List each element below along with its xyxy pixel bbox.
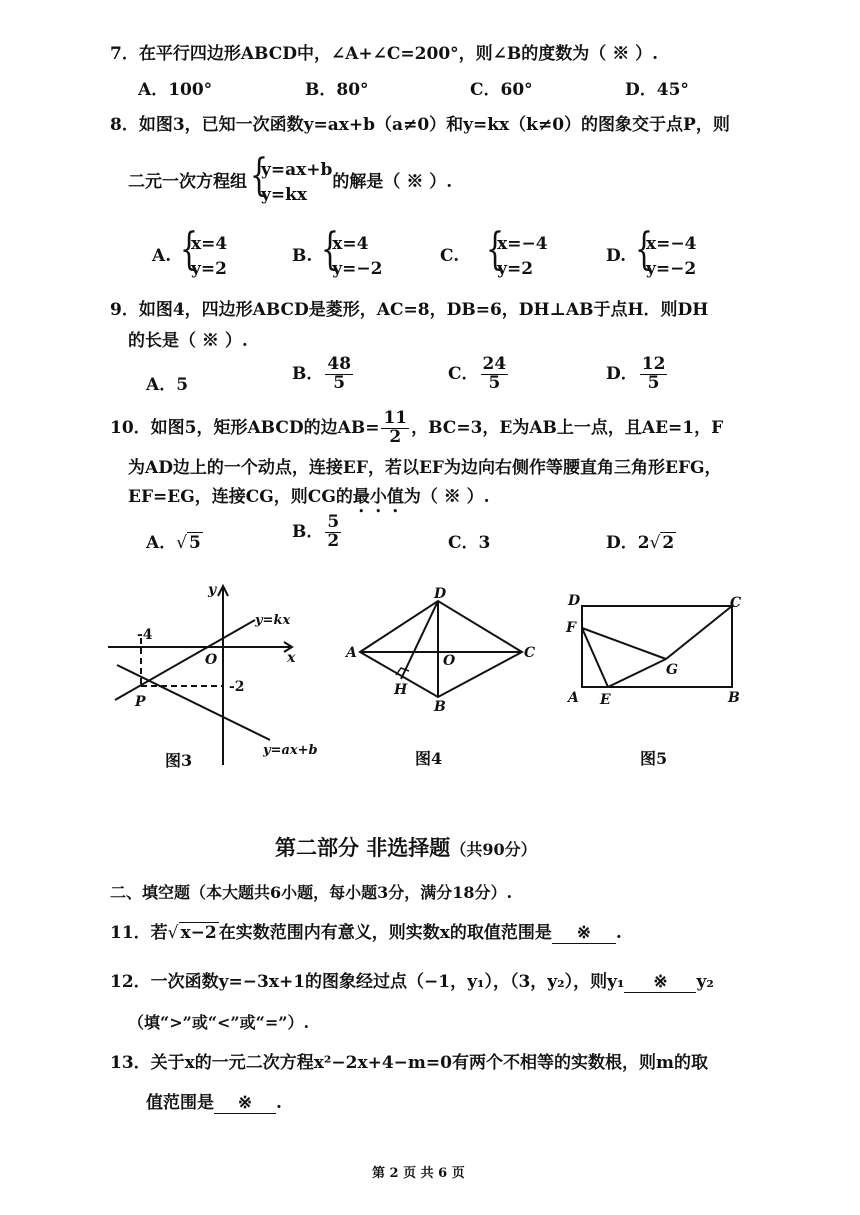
q8-stem-post: 的解是（ ※ ）.: [332, 172, 453, 193]
q10-option-d-label: D．2: [606, 533, 650, 553]
page-footer: 第 2 页 共 6 页: [372, 1166, 465, 1181]
q13-line2: [146, 1093, 282, 1114]
q9-stem-line2: 的长是（ ※ ）.: [128, 331, 248, 351]
q9-option-c-denominator: 5: [488, 372, 501, 393]
fig3-label-o: O: [205, 652, 218, 668]
figure-3-caption: 图3: [165, 751, 193, 770]
q8-option-a-x: { x=4: [191, 234, 228, 254]
fig4-label-o: O: [443, 653, 456, 669]
q13-pre: 值范围是: [146, 1093, 214, 1113]
q8-option-b-label: B.: [292, 246, 313, 267]
fig3-label-p: P: [135, 694, 146, 710]
fig4-rhombus: [360, 601, 522, 697]
section2-heading: 二、填空题（本大题共6小题，每小题3分，满分18分）.: [110, 883, 513, 902]
fig4-label-a: A: [346, 645, 357, 661]
q8-stem-line1: 8．如图3，已知一次函数y=ax+b（a≠0）和y=kx（k≠0）的图象交于点P，则: [110, 115, 730, 135]
q7-option-d: D．45°: [625, 80, 689, 100]
q7-option-c: C．60°: [470, 80, 533, 100]
q10-option-b: [292, 514, 343, 551]
q9-option-b-label: B．: [292, 363, 324, 384]
fig3-label-minus2: -2: [229, 679, 245, 695]
q10-option-d-radicand: 2: [662, 533, 675, 553]
fig5-label-e: E: [600, 692, 611, 708]
q8-stem-line2: [128, 158, 452, 207]
q9-option-d: [606, 356, 669, 393]
fig5-segment-gc: [666, 606, 732, 659]
figure-5-caption: 图5: [640, 749, 668, 768]
fig4-label-b: B: [434, 699, 446, 715]
fig5-label-d: D: [568, 593, 581, 609]
q10-ab-fraction: [381, 410, 409, 447]
q12-pre: 12．一次函数y=−3x+1的图象经过点（−1，y₁），（3，y₂），则y₁: [110, 972, 625, 992]
q10-ab-denominator: 2: [389, 426, 402, 447]
q8-option-b-system: [318, 232, 382, 281]
fig5-label-f: F: [566, 620, 576, 636]
q10-emphasis-min: 最小值: [352, 487, 404, 507]
q9-option-b-denominator: 5: [333, 372, 346, 393]
q8-option-c-y: y=2: [497, 258, 534, 279]
q10-line3-pre: EF=EG，连接CG，则CG的: [128, 487, 353, 507]
q9-option-d-label: D．: [606, 363, 638, 384]
q7-stem: 7．在平行四边形ABCD中，∠A+∠C=200°，则∠B的度数为（ ※ ）.: [110, 44, 659, 64]
fig3-label-y: y: [208, 582, 217, 598]
part2-title-text: 第二部分 非选择题: [275, 835, 451, 860]
q8-option-c-label: C.: [440, 246, 460, 267]
q10-option-b-numerator: 5: [327, 512, 340, 532]
q12-post: y₂: [696, 972, 714, 992]
q9-option-a: A．5: [146, 375, 189, 395]
q8-option-d-label: D.: [606, 246, 627, 267]
q10-ab-numerator: 11: [383, 408, 408, 428]
part2-score: （共90分）: [450, 840, 537, 859]
q8-option-a: [152, 232, 227, 281]
q9-option-b: [292, 356, 355, 393]
q13-end: .: [276, 1093, 282, 1113]
q8-option-c-system: [483, 232, 547, 281]
q9-option-c: [448, 356, 510, 393]
fig5-label-c: C: [730, 595, 742, 611]
q8-option-d-y: y=−2: [645, 258, 697, 279]
q9-option-c-fraction: [481, 356, 509, 393]
figure-5-rectangle: [560, 590, 760, 715]
q10-line2: 为AD边上的一个动点，连接EF，若以EF为边向右侧作等腰直角三角形EFG，: [128, 458, 722, 478]
figure-4-rhombus: [340, 585, 540, 715]
q8-stem-pre: 二元一次方程组: [128, 172, 247, 193]
q8-option-d-system: [632, 232, 696, 281]
q8-option-a-label: A.: [152, 246, 172, 267]
fig4-label-c: C: [524, 645, 536, 661]
q8-equation-system: [247, 158, 332, 207]
figure-3-graph: [105, 580, 320, 770]
q13-line1: 13．关于x的一元二次方程x²−2x+4−m=0有两个不相等的实数根，则m的取: [110, 1053, 708, 1073]
q10-line3: [128, 487, 490, 517]
q11-radicand: x−2: [180, 923, 217, 943]
q9-option-d-numerator: 12: [641, 354, 666, 374]
q11-post: 在实数范围内有意义，则实数x的取值范围是: [218, 923, 552, 943]
q10-option-d: D．2√ 2: [606, 533, 675, 553]
fig3-label-axb: y=ax+b: [263, 743, 318, 758]
q11-end: .: [615, 923, 622, 943]
q10-option-a-label: A．: [146, 533, 177, 553]
q8-option-b-x: { x=4: [332, 234, 369, 254]
q8-option-b-y: y=−2: [332, 258, 383, 279]
q10-option-b-fraction: [325, 514, 341, 551]
q9-option-b-fraction: [325, 356, 353, 393]
q8-option-a-y: y=2: [191, 258, 227, 279]
q12-line2: （填“>”或“<”或“=”）.: [128, 1013, 310, 1032]
q11-line: 11．若√ x−2 在实数范围内有意义，则实数x的取值范围是 ※ .: [110, 923, 622, 943]
q8-option-c-x: { x=−4: [497, 234, 548, 254]
part2-title: [275, 832, 537, 862]
q7-option-b: B．80°: [305, 80, 369, 100]
q12-blank: ※: [624, 972, 696, 993]
q10-option-a: A．√ 5: [146, 533, 201, 553]
q9-stem-line1: 9．如图4，四边形ABCD是菱形，AC=8，DB=6，DH⊥AB于点H．则DH: [110, 300, 709, 320]
q13-blank: ※: [214, 1093, 276, 1114]
q10-line1-post: ，BC=3，E为AB上一点，且AE=1，F: [411, 417, 724, 438]
q8-option-a-system: [177, 232, 227, 281]
q8-option-d-x: { x=−4: [645, 234, 697, 254]
q10-option-c: C．3: [448, 533, 491, 553]
q10-option-b-denominator: 2: [327, 530, 340, 551]
q8-option-c: [440, 232, 548, 281]
q8-eq2: y=kx: [261, 184, 308, 205]
q8-option-b: [292, 232, 382, 281]
fig3-label-minus4: -4: [137, 627, 153, 643]
q10-line1-pre: 10．如图5，矩形ABCD的边AB=: [110, 417, 380, 438]
q12-line1: [110, 972, 714, 993]
fig3-label-kx: y=kx: [255, 613, 291, 628]
q8-eq1: { y=ax+b: [261, 160, 333, 180]
fig5-label-a: A: [568, 690, 579, 706]
q7-option-a: A．100°: [138, 80, 213, 100]
q10-line3-post: 为（ ※ ）.: [403, 487, 490, 507]
q9-option-d-denominator: 5: [647, 372, 660, 393]
q11-pre: 11．若: [110, 923, 168, 943]
fig5-label-b: B: [728, 690, 740, 706]
fig4-label-d: D: [434, 586, 447, 602]
q9-option-c-label: C．: [448, 363, 479, 384]
fig3-label-x: x: [287, 650, 296, 666]
q9-option-c-numerator: 24: [482, 354, 507, 374]
fig4-label-h: H: [394, 682, 408, 698]
figure-4-caption: 图4: [415, 749, 443, 768]
q9-option-b-numerator: 48: [327, 354, 352, 374]
q10-line1: [110, 410, 723, 447]
q9-option-d-fraction: [640, 356, 668, 393]
fig5-segment-eg: [608, 659, 666, 687]
fig5-label-g: G: [666, 662, 678, 678]
q10-option-a-radicand: 5: [189, 533, 201, 553]
q11-blank: ※: [552, 923, 616, 944]
q10-option-b-label: B．: [292, 521, 324, 542]
q8-option-d: [606, 232, 696, 281]
fig5-rectangle: [582, 606, 732, 687]
